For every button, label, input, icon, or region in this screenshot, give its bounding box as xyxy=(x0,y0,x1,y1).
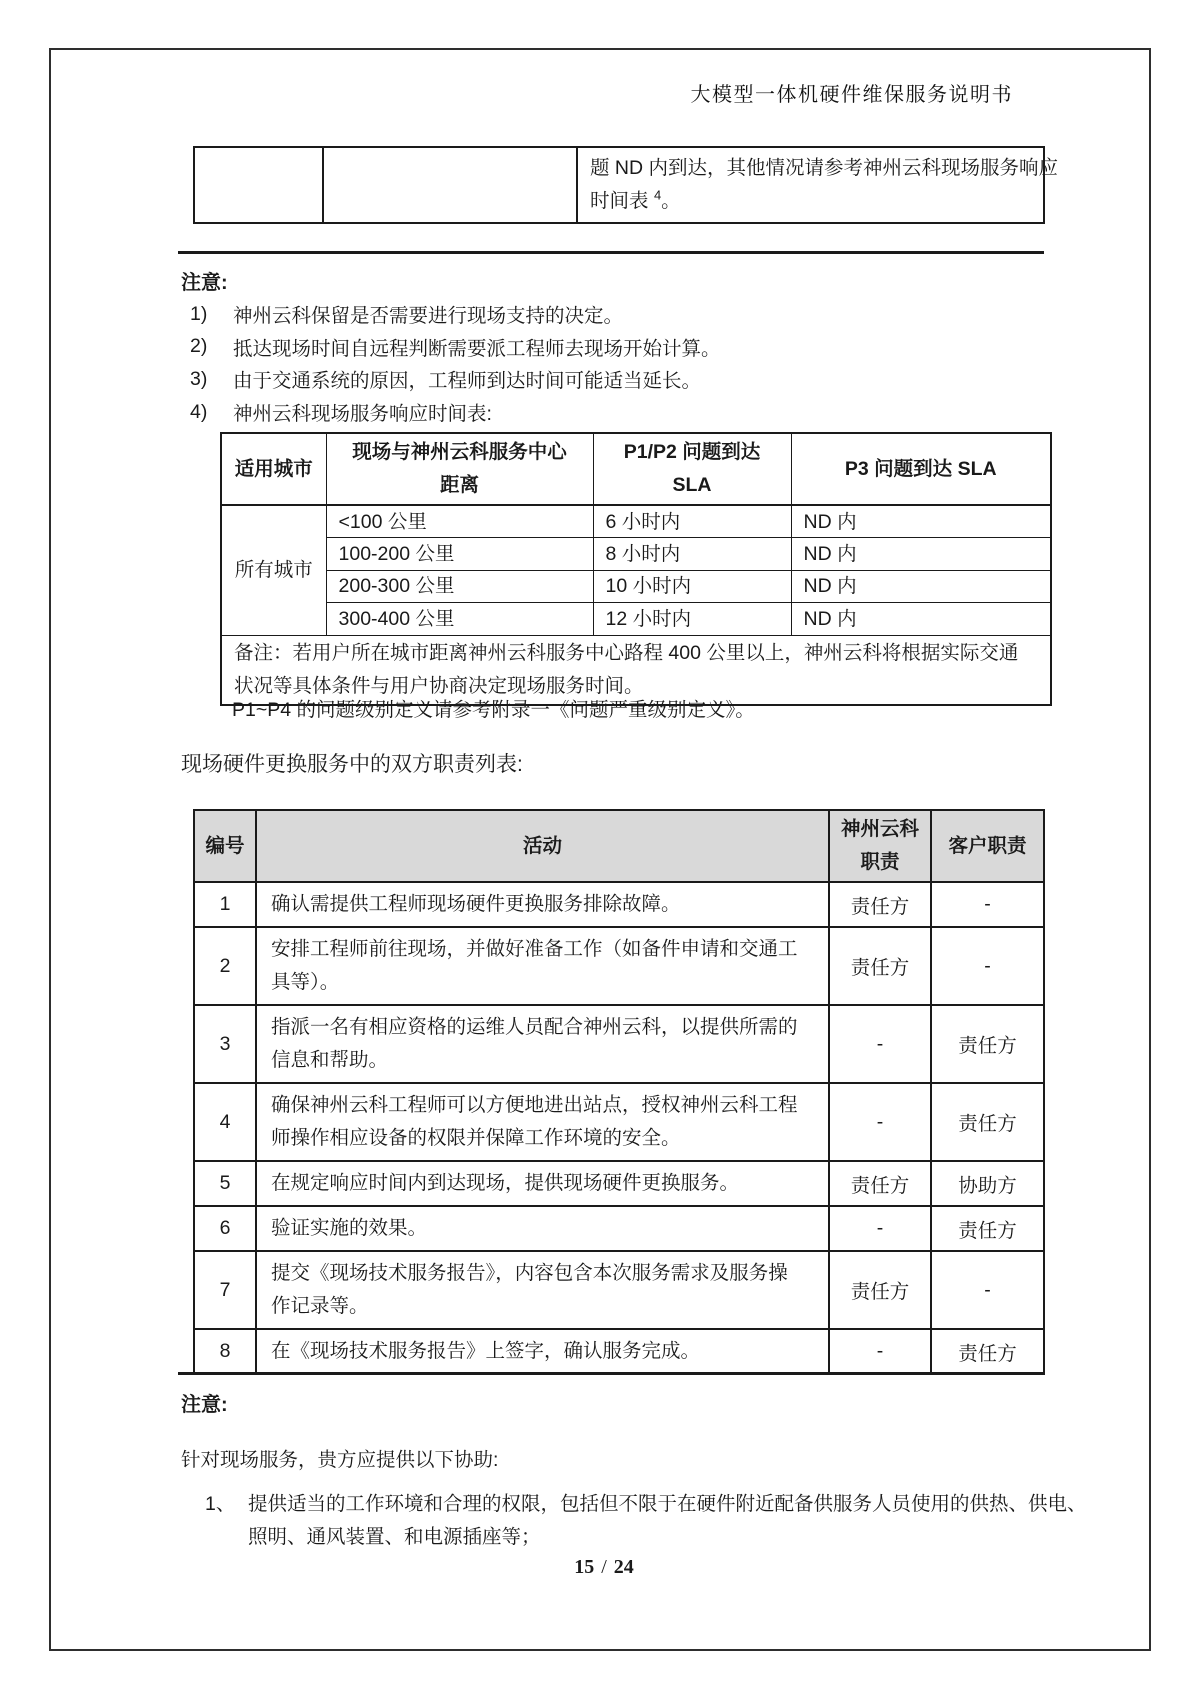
list-item-text: 提供适当的工作环境和合理的权限，包括但不限于在硬件附近配备供服务人员使用的供热、供电、 照明、通风装置、和电源插座等； xyxy=(248,1493,1087,1548)
list-item xyxy=(205,1488,1087,1554)
list-item-number: 2) xyxy=(190,335,208,358)
activity-cell: 提交《现场技术服务报告》，内容包含本次服务需求及服务操 作记录等。 xyxy=(256,1251,829,1329)
activity-cell: 在《现场技术服务报告》上签字，确认服务完成。 xyxy=(256,1329,829,1374)
row-number: 7 xyxy=(194,1251,256,1329)
header-applicable-city: 适用城市 xyxy=(221,433,326,505)
cell-text-line: 时间表 $^4$。 xyxy=(590,187,681,212)
list-item xyxy=(190,363,721,396)
row-number: 1 xyxy=(194,882,256,927)
list-item xyxy=(190,396,721,429)
header-customer-duty: 客户职责 xyxy=(931,810,1044,882)
table-header-row xyxy=(194,810,1044,882)
header-activity: 活动 xyxy=(256,810,829,882)
footnote-reference: 4 xyxy=(653,187,662,203)
p1p2-sla-cell: 10 小时内 xyxy=(593,570,791,603)
list-item-number: 1、 xyxy=(205,1493,236,1515)
table-row xyxy=(194,1206,1044,1251)
header-p1p2-sla: P1/P2 问题到达 SLA xyxy=(593,433,791,505)
table-row xyxy=(221,570,1051,603)
p3-sla-cell: ND 内 xyxy=(791,538,1051,571)
notice-list xyxy=(190,298,721,428)
row-number: 5 xyxy=(194,1161,256,1206)
continued-table xyxy=(193,146,1059,224)
city-cell: 所有城市 xyxy=(221,505,326,635)
activity-cell: 安排工程师前往现场，并做好准备工作（如备件申请和交通工 具等）。 xyxy=(256,927,829,1005)
customer-duty-cell: 责任方 xyxy=(931,1329,1044,1374)
activity-cell: 确保神州云科工程师可以方便地进出站点，授权神州云科工程 师操作相应设备的权限并保障工作环境的安全。 xyxy=(256,1083,829,1161)
list-item-text: 神州云科保留是否需要进行现场支持的决定。 xyxy=(233,305,624,328)
customer-duty-cell: 责任方 xyxy=(931,1083,1044,1161)
cell-text-line: 题 ND 内到达，其他情况请参考神州云科现场服务响应 xyxy=(590,157,1059,179)
dcits-duty-cell: - xyxy=(829,1005,931,1083)
header-dcits-duty: 神州云科 职责 xyxy=(829,810,931,882)
table-row xyxy=(194,1329,1044,1374)
dcits-duty-cell: 责任方 xyxy=(829,1251,931,1329)
dcits-duty-cell: 责任方 xyxy=(829,927,931,1005)
assist-intro-text: 针对现场服务，贵方应提供以下协助: xyxy=(181,1449,499,1471)
notice-label: 注意: xyxy=(181,272,228,294)
list-item-text: 抵达现场时间自远程判断需要派工程师去现场开始计算。 xyxy=(233,337,721,360)
severity-definition-note: P1~P4 的问题级别定义请参考附录一《问题严重级别定义》。 xyxy=(232,699,755,721)
dcits-duty-cell: - xyxy=(829,1206,931,1251)
document-header-title: 大模型一体机硬件维保服务说明书 xyxy=(690,84,1013,106)
table-row xyxy=(194,1005,1044,1083)
p1p2-sla-cell: 12 小时内 xyxy=(593,603,791,636)
header-distance: 现场与神州云科服务中心 距离 xyxy=(326,433,593,505)
customer-duty-cell: 协助方 xyxy=(931,1161,1044,1206)
continued-cell-empty-1 xyxy=(194,147,323,223)
table-header-row xyxy=(221,433,1051,505)
section-divider-rule xyxy=(178,1372,1044,1375)
activity-cell: 指派一名有相应资格的运维人员配合神州云科，以提供所需的 信息和帮助。 xyxy=(256,1005,829,1083)
list-item-text: 神州云科现场服务响应时间表: xyxy=(233,403,492,426)
row-number: 4 xyxy=(194,1083,256,1161)
p1p2-sla-cell: 8 小时内 xyxy=(593,538,791,571)
table-row xyxy=(221,603,1051,636)
row-number: 2 xyxy=(194,927,256,1005)
notice-label: 注意: xyxy=(181,1394,228,1416)
activity-cell: 在规定响应时间内到达现场，提供现场硬件更换服务。 xyxy=(256,1161,829,1206)
dcits-duty-cell: - xyxy=(829,1083,931,1161)
dcits-duty-cell: 责任方 xyxy=(829,882,931,927)
row-number: 3 xyxy=(194,1005,256,1083)
p3-sla-cell: ND 内 xyxy=(791,603,1051,636)
table-row xyxy=(194,882,1044,927)
header-number: 编号 xyxy=(194,810,256,882)
list-item-number: 1) xyxy=(190,302,208,325)
distance-cell: <100 公里 xyxy=(326,505,593,538)
table-row xyxy=(194,1083,1044,1161)
list-item-text: 由于交通系统的原因，工程师到达时间可能适当延长。 xyxy=(233,370,702,393)
p3-sla-cell: ND 内 xyxy=(791,570,1051,603)
table-row xyxy=(194,1251,1044,1329)
distance-cell: 300-400 公里 xyxy=(326,603,593,636)
remark-cell: 备注：若用户所在城市距离神州云科服务中心路程 400 公里以上，神州云科将根据实际交通 状况等具体条件与用户协商决定现场服务时间。 xyxy=(221,635,1051,705)
header-p3-sla: P3 问题到达 SLA xyxy=(791,433,1051,505)
customer-duty-cell: 责任方 xyxy=(931,1206,1044,1251)
p1p2-sla-cell: 6 小时内 xyxy=(593,505,791,538)
response-time-table xyxy=(220,432,1052,706)
page-number-separator: / xyxy=(601,1556,607,1578)
table-row xyxy=(194,927,1044,1005)
customer-duty-cell: 责任方 xyxy=(931,1005,1044,1083)
page-number: 15 xyxy=(574,1556,595,1578)
distance-cell: 200-300 公里 xyxy=(326,570,593,603)
dcits-duty-cell: 责任方 xyxy=(829,1161,931,1206)
continued-cell-empty-2 xyxy=(323,147,577,223)
section-heading: 现场硬件更换服务中的双方职责列表: xyxy=(181,753,523,776)
p3-sla-cell: ND 内 xyxy=(791,505,1051,538)
table-row xyxy=(194,1161,1044,1206)
customer-duty-cell: - xyxy=(931,927,1044,1005)
table-row xyxy=(221,505,1051,538)
list-item-number: 3) xyxy=(190,367,208,390)
distance-cell: 100-200 公里 xyxy=(326,538,593,571)
customer-duty-cell: - xyxy=(931,1251,1044,1329)
section-divider-rule xyxy=(178,251,1044,254)
customer-duty-cell: - xyxy=(931,882,1044,927)
activity-cell: 验证实施的效果。 xyxy=(256,1206,829,1251)
table-row xyxy=(194,147,1044,223)
list-item-number: 4) xyxy=(190,400,208,423)
total-pages: 24 xyxy=(613,1556,634,1578)
list-item xyxy=(190,331,721,364)
continued-cell-text xyxy=(577,147,1059,223)
list-item xyxy=(190,298,721,331)
page-footer xyxy=(574,1556,634,1579)
table-row xyxy=(221,538,1051,571)
row-number: 6 xyxy=(194,1206,256,1251)
responsibility-table xyxy=(193,809,1045,1375)
activity-cell: 确认需提供工程师现场硬件更换服务排除故障。 xyxy=(256,882,829,927)
dcits-duty-cell: - xyxy=(829,1329,931,1374)
row-number: 8 xyxy=(194,1329,256,1374)
